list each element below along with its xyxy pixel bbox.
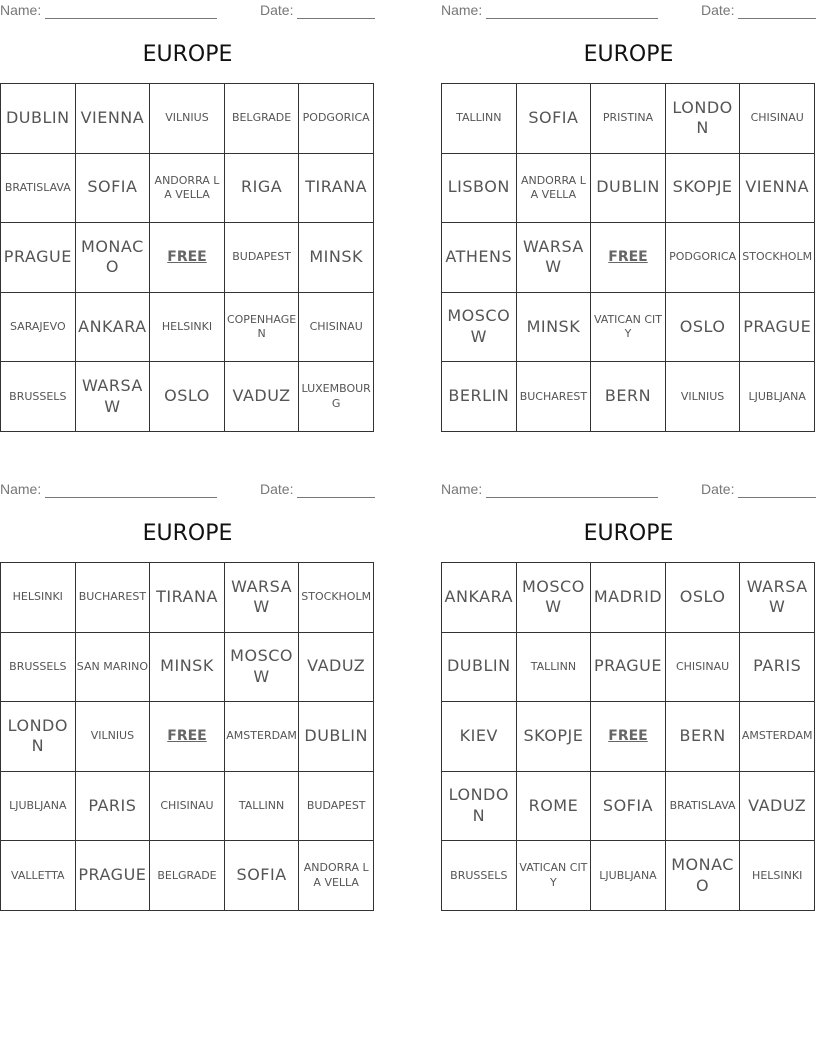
- bingo-cell[interactable]: TIRANA: [150, 563, 225, 633]
- bingo-cell[interactable]: MOSCOW: [225, 633, 300, 703]
- name-field[interactable]: [486, 18, 658, 19]
- bingo-cell[interactable]: BERN: [591, 362, 666, 432]
- card-title: EUROPE: [142, 521, 233, 546]
- bingo-cell[interactable]: VADUZ: [225, 362, 300, 432]
- bingo-cell[interactable]: WARSAW: [517, 223, 592, 293]
- bingo-cell[interactable]: VALLETTA: [1, 841, 76, 911]
- bingo-cell[interactable]: TALLINN: [517, 633, 592, 703]
- date-field[interactable]: [297, 18, 375, 19]
- bingo-cell[interactable]: WARSAW: [225, 563, 300, 633]
- bingo-cell[interactable]: OSLO: [666, 563, 741, 633]
- bingo-cell[interactable]: VATICAN CITY: [517, 841, 592, 911]
- bingo-card-4: [441, 479, 816, 911]
- bingo-cell[interactable]: PRAGUE: [740, 293, 815, 363]
- card-header: [441, 2, 816, 20]
- bingo-cell[interactable]: SARAJEVO: [1, 293, 76, 363]
- bingo-cell[interactable]: PARIS: [740, 633, 815, 703]
- date-field[interactable]: [297, 497, 375, 498]
- bingo-cell[interactable]: MINSK: [150, 633, 225, 703]
- bingo-cell[interactable]: MOSCOW: [517, 563, 592, 633]
- bingo-cell[interactable]: TALLINN: [225, 772, 300, 842]
- bingo-cell[interactable]: VILNIUS: [150, 84, 225, 154]
- bingo-cell[interactable]: PODGORICA: [666, 223, 741, 293]
- bingo-cell[interactable]: LISBON: [442, 154, 517, 224]
- date-label: Date:: [260, 481, 294, 497]
- date-field[interactable]: [738, 18, 816, 19]
- bingo-cell[interactable]: ANKARA: [442, 563, 517, 633]
- bingo-cell[interactable]: SOFIA: [591, 772, 666, 842]
- bingo-cell[interactable]: MINSK: [299, 223, 374, 293]
- bingo-cell[interactable]: ANDORRA LA VELLA: [299, 841, 374, 911]
- bingo-cell[interactable]: OSLO: [666, 293, 741, 363]
- bingo-cell[interactable]: MADRID: [591, 563, 666, 633]
- bingo-cell[interactable]: CHISINAU: [150, 772, 225, 842]
- bingo-cell[interactable]: DUBLIN: [1, 84, 76, 154]
- bingo-cell[interactable]: MONACO: [76, 223, 151, 293]
- bingo-cell[interactable]: PRAGUE: [1, 223, 76, 293]
- bingo-cell[interactable]: CHISINAU: [299, 293, 374, 363]
- bingo-card-3: [0, 479, 375, 911]
- name-label: Name:: [441, 2, 483, 18]
- bingo-cell[interactable]: BUDAPEST: [299, 772, 374, 842]
- bingo-grid: [0, 562, 374, 911]
- bingo-cell[interactable]: WARSAW: [76, 362, 151, 432]
- bingo-cell[interactable]: HELSINKI: [150, 293, 225, 363]
- bingo-cell[interactable]: SOFIA: [517, 84, 592, 154]
- bingo-cell[interactable]: VIENNA: [76, 84, 151, 154]
- bingo-cell[interactable]: MINSK: [517, 293, 592, 363]
- bingo-cell[interactable]: ANDORRA LA VELLA: [517, 154, 592, 224]
- bingo-cell[interactable]: BUCHAREST: [76, 563, 151, 633]
- bingo-cell[interactable]: SAN MARINO: [76, 633, 151, 703]
- free-space[interactable]: FREE: [150, 223, 225, 293]
- bingo-cell[interactable]: RIGA: [225, 154, 300, 224]
- date-field[interactable]: [738, 497, 816, 498]
- bingo-cell[interactable]: LJUBLJANA: [740, 362, 815, 432]
- bingo-cell[interactable]: LUXEMBOURG: [299, 362, 374, 432]
- bingo-cell[interactable]: BRATISLAVA: [1, 154, 76, 224]
- bingo-cell[interactable]: WARSAW: [740, 563, 815, 633]
- bingo-cell[interactable]: BELGRADE: [225, 84, 300, 154]
- bingo-cell[interactable]: SOFIA: [76, 154, 151, 224]
- bingo-cell[interactable]: SKOPJE: [666, 154, 741, 224]
- free-space[interactable]: FREE: [591, 223, 666, 293]
- bingo-cell[interactable]: BRUSSELS: [442, 841, 517, 911]
- bingo-cell[interactable]: PRAGUE: [76, 841, 151, 911]
- bingo-cell[interactable]: VADUZ: [740, 772, 815, 842]
- bingo-cell[interactable]: HELSINKI: [1, 563, 76, 633]
- bingo-cell[interactable]: CHISINAU: [740, 84, 815, 154]
- bingo-cell[interactable]: VADUZ: [299, 633, 374, 703]
- card-title: EUROPE: [583, 42, 674, 67]
- name-label: Name:: [0, 481, 42, 497]
- bingo-cell[interactable]: STOCKHOLM: [299, 563, 374, 633]
- name-field[interactable]: [45, 497, 217, 498]
- bingo-cell[interactable]: AMSTERDAM: [225, 702, 300, 772]
- bingo-cell[interactable]: BRATISLAVA: [666, 772, 741, 842]
- bingo-cell[interactable]: SOFIA: [225, 841, 300, 911]
- bingo-grid: [441, 562, 815, 911]
- bingo-grid: [441, 83, 815, 432]
- bingo-card-2: [441, 0, 816, 432]
- bingo-cell[interactable]: VATICAN CITY: [591, 293, 666, 363]
- bingo-cell[interactable]: DUBLIN: [591, 154, 666, 224]
- bingo-cell[interactable]: PARIS: [76, 772, 151, 842]
- bingo-cell[interactable]: MOSCOW: [442, 293, 517, 363]
- bingo-cell[interactable]: LJUBLJANA: [1, 772, 76, 842]
- bingo-cell[interactable]: BUCHAREST: [517, 362, 592, 432]
- bingo-cell[interactable]: BELGRADE: [150, 841, 225, 911]
- bingo-cell[interactable]: BRUSSELS: [1, 633, 76, 703]
- name-field[interactable]: [486, 497, 658, 498]
- card-header: [0, 2, 375, 20]
- bingo-cell[interactable]: LONDON: [1, 702, 76, 772]
- bingo-cell[interactable]: BERLIN: [442, 362, 517, 432]
- bingo-cell[interactable]: ANKARA: [76, 293, 151, 363]
- bingo-cell[interactable]: TALLINN: [442, 84, 517, 154]
- bingo-cell[interactable]: BUDAPEST: [225, 223, 300, 293]
- bingo-cell[interactable]: PRAGUE: [591, 633, 666, 703]
- card-title: EUROPE: [583, 521, 674, 546]
- card-header: [0, 481, 375, 499]
- bingo-cell[interactable]: DUBLIN: [299, 702, 374, 772]
- card-title: EUROPE: [142, 42, 233, 67]
- bingo-cell[interactable]: BRUSSELS: [1, 362, 76, 432]
- bingo-cell[interactable]: VIENNA: [740, 154, 815, 224]
- bingo-cell[interactable]: LJUBLJANA: [591, 841, 666, 911]
- name-label: Name:: [0, 2, 42, 18]
- bingo-cell[interactable]: DUBLIN: [442, 633, 517, 703]
- free-space[interactable]: FREE: [591, 702, 666, 772]
- date-label: Date:: [260, 2, 294, 18]
- bingo-cell[interactable]: STOCKHOLM: [740, 223, 815, 293]
- bingo-cell[interactable]: LONDON: [666, 84, 741, 154]
- card-header: [441, 481, 816, 499]
- bingo-cell[interactable]: AMSTERDAM: [740, 702, 815, 772]
- name-field[interactable]: [45, 18, 217, 19]
- bingo-cell[interactable]: PRISTINA: [591, 84, 666, 154]
- bingo-cell[interactable]: SKOPJE: [517, 702, 592, 772]
- bingo-grid: [0, 83, 374, 432]
- bingo-cell[interactable]: OSLO: [150, 362, 225, 432]
- bingo-cell[interactable]: ROME: [517, 772, 592, 842]
- bingo-cell[interactable]: KIEV: [442, 702, 517, 772]
- bingo-cell[interactable]: VILNIUS: [76, 702, 151, 772]
- date-label: Date:: [701, 2, 735, 18]
- bingo-cell[interactable]: COPENHAGEN: [225, 293, 300, 363]
- bingo-cell[interactable]: LONDON: [442, 772, 517, 842]
- name-label: Name:: [441, 481, 483, 497]
- bingo-card-1: [0, 0, 375, 432]
- date-label: Date:: [701, 481, 735, 497]
- bingo-cell[interactable]: TIRANA: [299, 154, 374, 224]
- free-space[interactable]: FREE: [150, 702, 225, 772]
- bingo-cell[interactable]: MONACO: [666, 841, 741, 911]
- bingo-cell[interactable]: CHISINAU: [666, 633, 741, 703]
- bingo-cell[interactable]: BERN: [666, 702, 741, 772]
- bingo-cell[interactable]: HELSINKI: [740, 841, 815, 911]
- bingo-cell[interactable]: VILNIUS: [666, 362, 741, 432]
- bingo-cell[interactable]: PODGORICA: [299, 84, 374, 154]
- bingo-cell[interactable]: ATHENS: [442, 223, 517, 293]
- bingo-cell[interactable]: ANDORRA LA VELLA: [150, 154, 225, 224]
